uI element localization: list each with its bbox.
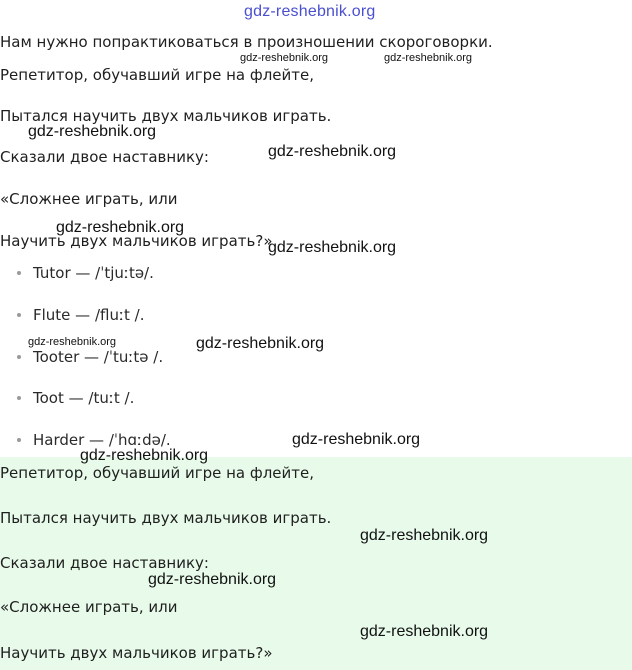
task-instruction: Нам нужно попрактиковаться в произношении скороговорки. [0,33,493,51]
watermark: gdz-reshebnik.org [28,336,117,348]
answer-line-2: Пытался научить двух мальчиков играть. [0,509,332,527]
watermark: gdz-reshebnik.org [384,52,473,64]
answer-line-1: Репетитор, обучавший игре на флейте, [0,464,314,482]
watermark: gdz-reshebnik.org [148,571,277,588]
poem-line-5: Научить двух мальчиков играть?» [0,232,273,250]
poem-line-3: Сказали двое наставнику: [0,148,209,166]
answer-line-5: Научить двух мальчиков играть?» [0,644,273,662]
bullet-icon [17,396,21,400]
watermark: gdz-reshebnik.org [240,52,329,64]
header-watermark-link[interactable]: gdz-reshebnik.org [244,3,376,20]
bullet-icon [17,355,21,359]
vocabulary-item-text: Toot — /tuːt /. [33,389,135,407]
vocabulary-item-text: Tutor — /ˈtjuːtə/. [33,264,154,282]
poem-line-2: Пытался научить двух мальчиков играть. [0,107,332,125]
watermark: gdz-reshebnik.org [80,447,209,464]
watermark: gdz-reshebnik.org [360,527,489,544]
vocabulary-item-text: Tooter — /ˈtuːtə /. [33,348,164,366]
bullet-icon [17,438,21,442]
watermark: gdz-reshebnik.org [28,123,157,140]
watermark: gdz-reshebnik.org [268,143,397,160]
poem-line-1: Репетитор, обучавший игре на флейте, [0,66,314,84]
watermark: gdz-reshebnik.org [292,431,421,448]
bullet-icon [17,271,21,275]
answer-line-3: Сказали двое наставнику: [0,554,209,572]
watermark: gdz-reshebnik.org [360,623,489,640]
watermark: gdz-reshebnik.org [268,239,397,256]
poem-line-4: «Сложнее играть, или [0,190,178,208]
answer-line-4: «Сложнее играть, или [0,598,178,616]
watermark: gdz-reshebnik.org [56,219,185,236]
answer-block [0,457,632,670]
vocabulary-item-text: Harder — /ˈhɑːdə/. [33,431,171,449]
vocabulary-item-text: Flute — /fluːt /. [33,306,145,324]
bullet-icon [17,313,21,317]
watermark: gdz-reshebnik.org [196,335,325,352]
